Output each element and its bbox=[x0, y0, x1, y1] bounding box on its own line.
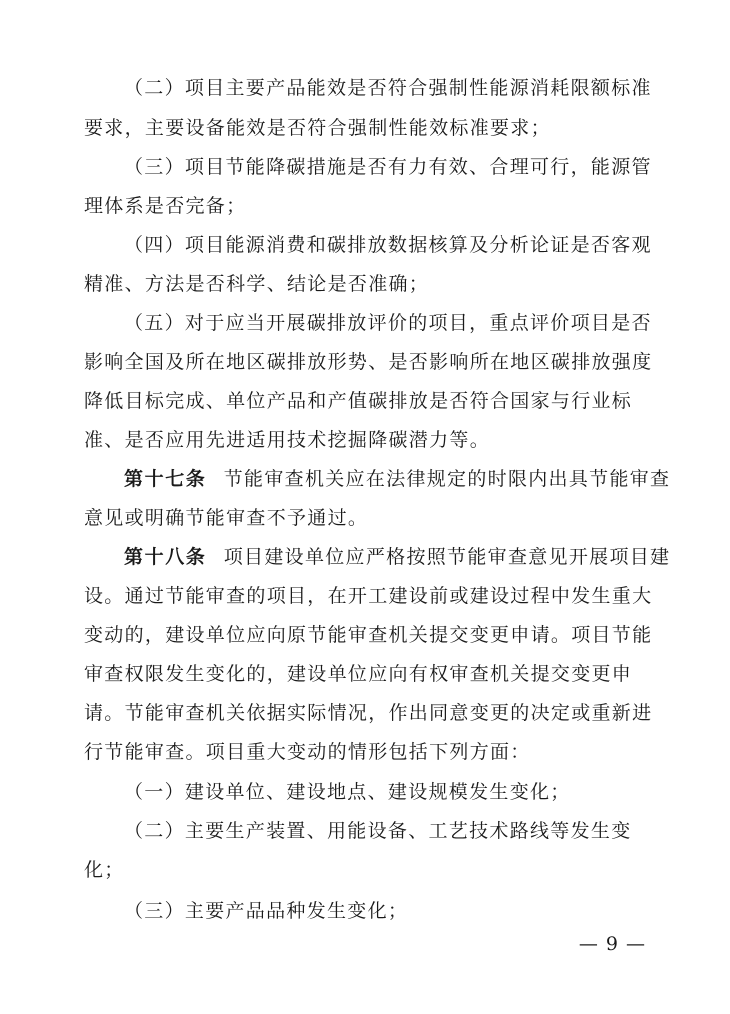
text-line: 影响全国及所在地区碳排放形势、是否影响所在地区碳排放强度 bbox=[84, 351, 653, 373]
text-line: 理体系是否完备； bbox=[84, 195, 247, 217]
article-18-heading: 第十八条 bbox=[124, 546, 207, 568]
text-line: 设。通过节能审查的项目，在开工建设前或建设过程中发生重大 bbox=[84, 585, 653, 607]
text-line: （二）主要生产装置、用能设备、工艺技术路线等发生变 bbox=[124, 820, 632, 842]
text-line: （一）建设单位、建设地点、建设规模发生变化； bbox=[124, 781, 571, 803]
text-line: 意见或明确节能审查不予通过。 bbox=[84, 507, 369, 529]
text-line: 审查权限发生变化的，建设单位应向有权审查机关提交变更申 bbox=[84, 663, 633, 685]
text-line: 项目建设单位应严格按照节能审查意见开展项目建 bbox=[223, 546, 671, 568]
text-line: 要求，主要设备能效是否符合强制性能效标准要求； bbox=[84, 117, 551, 139]
article-18-paragraph bbox=[124, 545, 670, 569]
page-number-text: — 9 — bbox=[578, 933, 646, 955]
text-line: 变动的，建设单位应向原节能审查机关提交变更申请。项目节能 bbox=[84, 624, 653, 646]
text-line: （五）对于应当开展碳排放评价的项目，重点评价项目是否 bbox=[124, 312, 652, 334]
article-17-heading: 第十七条 bbox=[124, 468, 207, 490]
text-line: （二）项目主要产品能效是否符合强制性能源消耗限额标准 bbox=[124, 77, 652, 99]
text-line: （四）项目能源消费和碳排放数据核算及分析论证是否客观 bbox=[124, 234, 652, 256]
text-line: 节能审查机关应在法律规定的时限内出具节能审查 bbox=[223, 468, 671, 490]
text-line: 请。节能审查机关依据实际情况，作出同意变更的决定或重新进 bbox=[84, 702, 653, 724]
text-line: （三）主要产品品种发生变化； bbox=[124, 900, 409, 922]
text-line: 准、是否应用先进适用技术挖掘降碳潜力等。 bbox=[84, 429, 491, 451]
article-17-paragraph bbox=[124, 467, 670, 491]
text-line: 精准、方法是否科学、结论是否准确； bbox=[84, 273, 430, 295]
text-line: （三）项目节能降碳措施是否有力有效、合理可行，能源管 bbox=[124, 156, 652, 178]
page-number bbox=[0, 932, 730, 956]
text-line: 化； bbox=[84, 859, 125, 881]
text-line: 行节能审查。项目重大变动的情形包括下列方面： bbox=[84, 741, 531, 763]
text-line: 降低目标完成、单位产品和产值碳排放是否符合国家与行业标 bbox=[84, 390, 633, 412]
